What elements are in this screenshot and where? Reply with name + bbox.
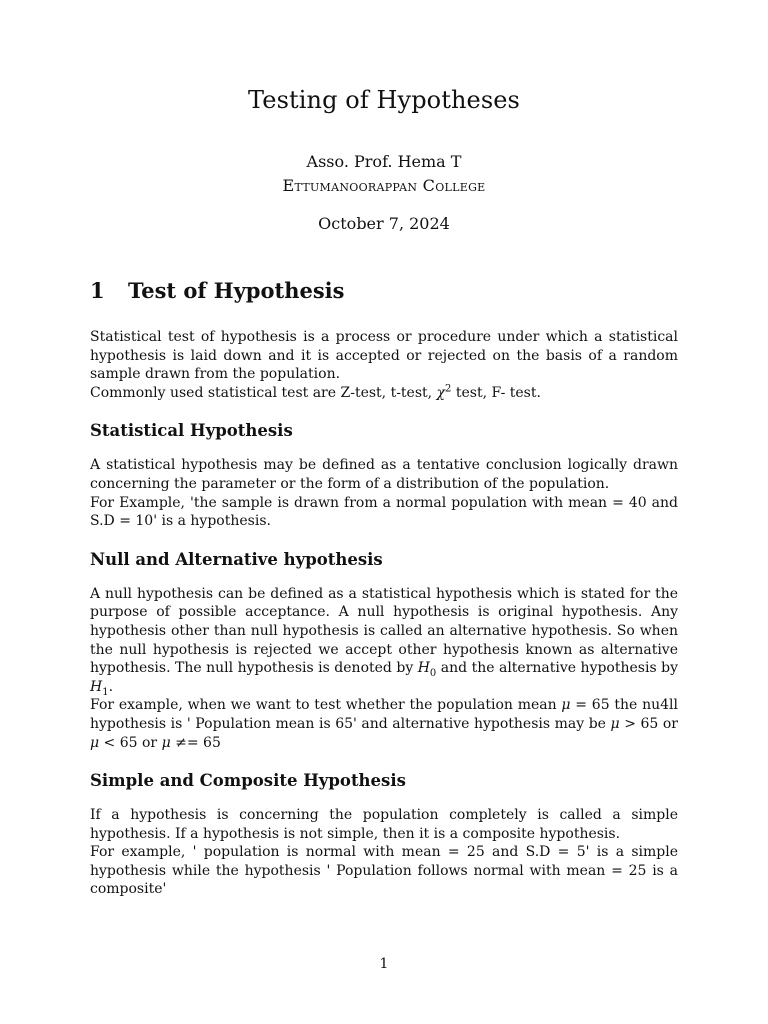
mu-symbol: μ xyxy=(90,734,100,751)
subsection-heading-null-alternative: Null and Alternative hypothesis xyxy=(90,549,383,569)
paragraph-stat-hyp-definition: A statistical hypothesis may be defined as a tentative conclusion logically drawn concerning the parameter or the form of a distribution of the population. xyxy=(90,457,678,492)
chi-superscript: 2 xyxy=(445,383,452,395)
section-number: 1 xyxy=(90,278,105,303)
mu-symbol: μ xyxy=(161,734,171,751)
text-run: . xyxy=(108,678,114,695)
text-run: test, F- test. xyxy=(451,384,541,401)
h-symbol: H xyxy=(417,660,430,677)
text-run: and the alternative hypothesis by xyxy=(436,660,678,677)
h0-subscript: 0 xyxy=(429,667,437,679)
college-line: Ettumanoorappan College xyxy=(282,176,486,195)
page-number: 1 xyxy=(379,956,389,972)
h1-subscript: 1 xyxy=(102,686,109,698)
mu-symbol: μ xyxy=(561,697,571,714)
text-run: Commonly used statistical test are Z-test, t-test, xyxy=(90,384,437,401)
text-run: ≠= 65 xyxy=(170,734,221,751)
paragraph-simple-composite-definition: If a hypothesis is concerning the population completely is called a simple hypothesis. If a hypothesis is not simple, then it is a composite hypothesis. xyxy=(90,807,678,842)
subsection-heading-statistical-hypothesis: Statistical Hypothesis xyxy=(90,421,293,441)
document-title: Testing of Hypotheses xyxy=(248,86,520,114)
section-heading-test-of-hypothesis xyxy=(90,276,678,306)
text-run: < 65 or xyxy=(99,734,162,751)
paragraph-null-alt-example xyxy=(90,696,678,752)
section-title: Test of Hypothesis xyxy=(128,278,345,303)
text-run: A null hypothesis can be defined as a statistical hypothesis which is stated for the purpose of possible acceptance. A null hypothesis is original hypothesis. Any hypothesis other than null hypothesis is called an alternative hypothesis. So when the null hypothesis is rejected we accept other hypothesis known as alternative hypothesis. The null hypothesis is denoted by xyxy=(90,585,678,677)
text-run: For example, when we want to test whether the population mean xyxy=(90,697,562,714)
author-line: Asso. Prof. Hema T xyxy=(306,152,462,171)
paragraph-null-alt-definition xyxy=(90,585,678,697)
paragraph-simple-composite-example: For example, ' population is normal with mean = 25 and S.D = 5' is a simple hypothesis while the hypothesis ' Population follows normal with mean = 25 is a composite' xyxy=(90,844,678,898)
subsection-heading-simple-composite: Simple and Composite Hypothesis xyxy=(90,771,406,791)
chi-symbol: χ xyxy=(436,384,446,401)
h-symbol: H xyxy=(90,678,103,695)
date-line: October 7, 2024 xyxy=(318,214,450,233)
paragraph-common-tests xyxy=(90,384,678,403)
text-run: > 65 or xyxy=(619,715,678,732)
paragraph-stat-hyp-example: For Example, 'the sample is drawn from a normal population with mean = 40 and S.D = 10' is a hypothesis. xyxy=(90,494,678,530)
main-content xyxy=(90,276,678,899)
text-run: = 65 the nu4ll hypothesis is ' Population mean is 65' and alternative hypothesis may be xyxy=(90,697,678,732)
mu-symbol: μ xyxy=(610,715,620,732)
paragraph-test-definition: Statistical test of hypothesis is a process or procedure under which a statistical hypothesis is laid down and it is accepted or rejected on the basis of a random sample drawn from the population. xyxy=(90,329,678,383)
